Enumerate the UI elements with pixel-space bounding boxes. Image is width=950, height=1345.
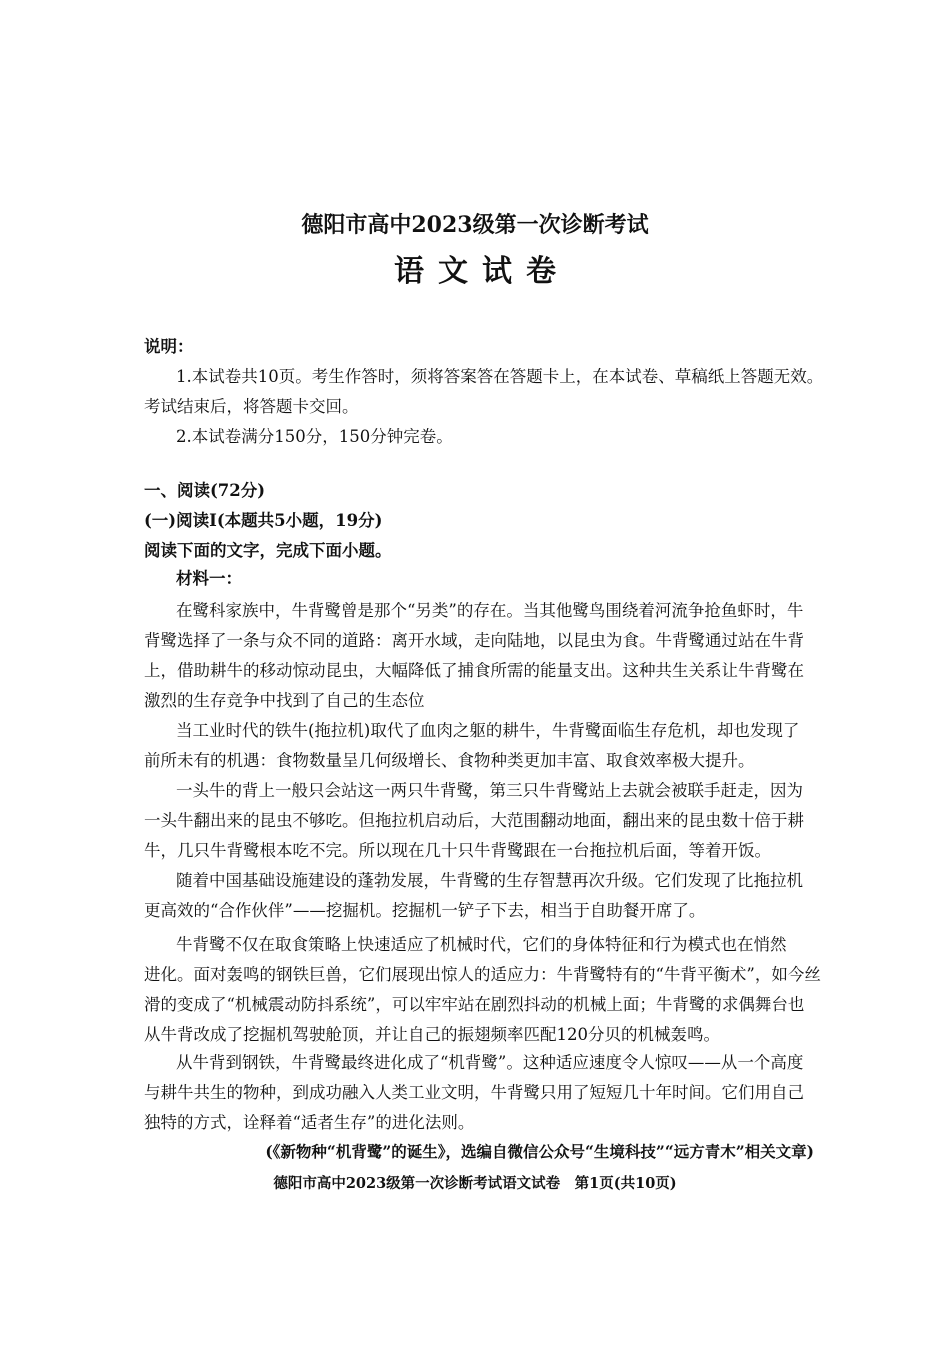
passage-line: 前所未有的机遇：食物数量呈几何级增长、食物种类更加丰富、取食效率极大提升。 [144, 751, 755, 770]
passage-line: 进化。面对轰鸣的钢铁巨兽，它们展现出惊人的适应力：牛背鹭特有的“牛背平衡术”，如今丝 [144, 965, 821, 984]
instruction-item-2: 2.本试卷满分150分，150分钟完卷。 [176, 427, 453, 446]
subject-title: 语文试卷 [394, 254, 570, 289]
section-subheading: (一)阅读Ⅰ(本题共5小题，19分) [144, 511, 383, 530]
passage-line: 激烈的生存竞争中找到了自己的生态位 [144, 691, 425, 710]
passage-line: 背鹭选择了一条与众不同的道路：离开水域，走向陆地，以昆虫为食。牛背鹭通过站在牛背 [144, 631, 804, 650]
passage-line: 当工业时代的铁牛(拖拉机)取代了血肉之躯的耕牛，牛背鹭面临生存危机，却也发现了 [176, 721, 800, 740]
passage-line: 牛背鹭不仅在取食策略上快速适应了机械时代，它们的身体特征和行为模式也在悄然 [176, 935, 787, 954]
passage-line: 滑的变成了“机械震动防抖系统”，可以牢牢站在剧烈抖动的机械上面；牛背鹭的求偶舞台也 [144, 995, 805, 1014]
instruction-item-1-cont: 考试结束后，将答题卡交回。 [144, 397, 359, 416]
instructions-label: 说明： [144, 337, 194, 356]
instruction-item-1: 1.本试卷共10页。考生作答时，须将答案答在答题卡上，在本试卷、草稿纸上答题无效。 [176, 367, 824, 386]
section-directive: 阅读下面的文字，完成下面小题。 [144, 541, 392, 560]
page-footer: 德阳市高中2023级第一次诊断考试语文试卷 第1页(共10页) [273, 1175, 677, 1192]
passage-line: 独特的方式，诠释着“适者生存”的进化法则。 [144, 1113, 475, 1132]
passage-line: 一头牛的背上一般只会站这一两只牛背鹭，第三只牛背鹭站上去就会被联手赶走，因为 [176, 781, 803, 800]
exam-title: 德阳市高中2023级第一次诊断考试 [301, 212, 649, 238]
passage-line: 从牛背到钢铁，牛背鹭最终进化成了“机背鹭”。这种适应速度令人惊叹——从一个高度 [176, 1053, 804, 1072]
source-citation: (《新物种“机背鹭”的诞生》，选编自微信公众号“生境科技”“远方青木”相关文章) [265, 1142, 814, 1161]
passage-line: 在鹭科家族中，牛背鹭曾是那个“另类”的存在。当其他鹭鸟围绕着河流争抢鱼虾时，牛 [176, 601, 804, 620]
material-label: 材料一： [176, 569, 242, 588]
passage-line: 与耕牛共生的物种，到成功融入人类工业文明，牛背鹭只用了短短几十年时间。它们用自己 [144, 1083, 804, 1102]
passage-line: 一头牛翻出来的昆虫不够吃。但拖拉机启动后，大范围翻动地面，翻出来的昆虫数十倍于耕 [144, 811, 804, 830]
section-heading: 一、阅读(72分) [144, 481, 266, 500]
passage-line: 随着中国基础设施建设的蓬勃发展，牛背鹭的生存智慧再次升级。它们发现了比拖拉机 [176, 871, 803, 890]
passage-line: 上，借助耕牛的移动惊动昆虫，大幅降低了捕食所需的能量支出。这种共生关系让牛背鹭在 [144, 661, 804, 680]
passage-line: 更高效的“合作伙伴”——挖掘机。挖掘机一铲子下去，相当于自助餐开席了。 [144, 901, 706, 920]
passage-line: 从牛背改成了挖掘机驾驶舱顶，并让自己的振翅频率匹配120分贝的机械轰鸣。 [144, 1025, 720, 1044]
passage-line: 牛，几只牛背鹭根本吃不完。所以现在几十只牛背鹭跟在一台拖拉机后面，等着开饭。 [144, 841, 771, 860]
